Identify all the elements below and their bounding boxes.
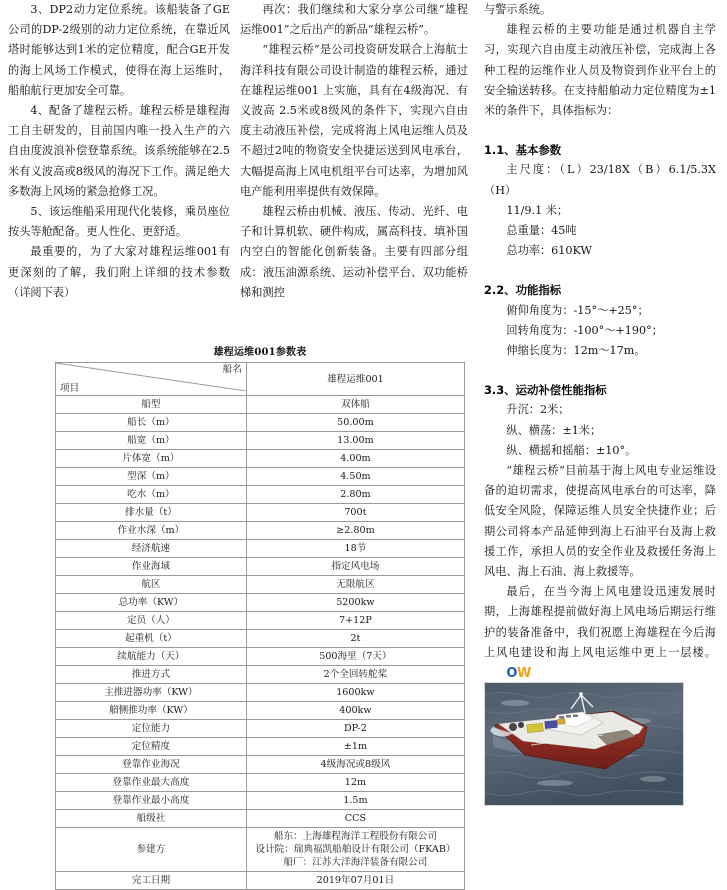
- section-line: 纵、横荡：±1米；: [506, 423, 602, 437]
- spacer: [484, 121, 716, 140]
- table-cell-value-multiline: [246, 828, 464, 872]
- table-cell-label: 吃水（m）: [56, 486, 247, 504]
- table-row: [56, 486, 465, 504]
- section-line: 总重量：45吨: [506, 224, 577, 238]
- table-title: 雄程运维001参数表: [213, 347, 307, 358]
- table-cell-label: 主推进器功率（KW）: [56, 684, 247, 702]
- paragraph: 3、DP2动力定位系统。该船装备了GE公司的DP-2级别的动力定位系统，在靠近风塔时能够达到1米的定位精度，配合GE开发的海上风场工作模式，使得在海上运维时，船舶航行更加安全可靠。: [8, 3, 230, 97]
- paragraph: 最重要的，为了大家对雄程运维001有更深刻的了解，我们附上详细的技术参数（详阅下表）: [8, 245, 230, 299]
- ship-photo-illustration: [485, 683, 683, 805]
- table-cell-label: 艏侧推功率（KW）: [56, 702, 247, 720]
- table-cell-value: 2个全回转舵桨: [246, 666, 464, 684]
- table-row: [56, 432, 465, 450]
- table-cell-value: 700t: [246, 504, 464, 522]
- table-row: [56, 684, 465, 702]
- section-line: 总功率：610KW: [506, 244, 592, 258]
- paragraph: “雄程云桥”目前基于海上风电专业运维设备的迫切需求，使提高风电承台的可达率，降低安全风险，保障运维人员安全快捷作业；后期公司将本产品延伸到海上石油平台及海上救援工作，承担人员的安全作业及救援任务海上风电、海上石油、海上救援等。: [484, 464, 716, 579]
- section-line: 升沉：2米；: [506, 403, 570, 417]
- table-cell-value: 2.80m: [246, 486, 464, 504]
- table-cell-value: 7+12P: [246, 612, 464, 630]
- section-heading-function-metrics: 2.2、功能指标: [484, 283, 562, 298]
- table-cell-label: 船宽（m）: [56, 432, 247, 450]
- table-cell-label: 船级社: [56, 810, 247, 828]
- spacer: [484, 361, 716, 380]
- table-cell-value: 双体船: [246, 396, 464, 414]
- table-cell-value: 500海里（7天）: [246, 648, 464, 666]
- table-cell-value: DP-2: [246, 720, 464, 738]
- table-row: [56, 468, 465, 486]
- section-line: 伸缩长度为：12m～17m。: [506, 344, 646, 358]
- svg-text:雄程运维001: 雄程运维001: [564, 739, 589, 747]
- table-cell-value: CCS: [246, 810, 464, 828]
- table-row: [56, 414, 465, 432]
- text-column-right: [484, 0, 716, 684]
- table-row: [56, 558, 465, 576]
- table-row: [56, 450, 465, 468]
- builder-line: 船厂：江苏大洋海洋装备有限公司: [283, 857, 428, 868]
- table-body: [56, 363, 465, 890]
- table-cell-label: 定位能力: [56, 720, 247, 738]
- table-cell-label: 作业海域: [56, 558, 247, 576]
- table-row: [56, 756, 465, 774]
- ow-logo-o: O: [506, 666, 517, 682]
- table-cell-label: 片体宽（m）: [56, 450, 247, 468]
- table-row-builders: [56, 828, 465, 872]
- table-cell-label: 定位精度: [56, 738, 247, 756]
- table-row: [56, 612, 465, 630]
- ow-logo-w: W: [516, 666, 531, 682]
- paragraph: 雄程云桥的主要功能是通过机器自主学习，实现六自由度主动液压补偿，完成海上各种工程的运维作业人员及物资到作业平台上的安全输送转移。在支持船舶动力定位精度为±1 米的条件下，具体指标为：: [484, 23, 716, 118]
- paragraph-with-logo: [484, 582, 716, 684]
- table-cell-label: 起重机（t）: [56, 630, 247, 648]
- table-cell-value: 2t: [246, 630, 464, 648]
- table-row: [56, 792, 465, 810]
- text-column-middle: [240, 0, 468, 303]
- table-row: [56, 396, 465, 414]
- diagonal-divider-icon: [56, 363, 246, 391]
- table-row: [56, 630, 465, 648]
- table-cell-label: 参建方: [56, 828, 247, 872]
- section-line: 俯仰角度为：-15°～+25°；: [506, 303, 649, 317]
- section-heading-motion-compensation: 3.3、运动补偿性能指标: [484, 383, 607, 398]
- table-cell-value: ±1m: [246, 738, 464, 756]
- table-cell-value: 50.00m: [246, 414, 464, 432]
- table-cell-label: 登靠作业最大高度: [56, 774, 247, 792]
- table-cell-label: 排水量（t）: [56, 504, 247, 522]
- table-cell-label: 作业水深（m）: [56, 522, 247, 540]
- paragraph: “雄程云桥”是公司投资研发联合上海航士海洋科技有限公司设计制造的雄程云桥，通过在雄程运维001 上实施，具有在4级海况、有义波高 2.5米或8级风的条件下，实现六自由度主动液压补偿，完成将海上风电运维人员及不超过2吨的物资安全快捷运送到风电承台，大幅提高海上风电机组平台可达率，为增加风电产能利用率提供有效保障。: [240, 43, 468, 198]
- corner-label-ship-name: 船名: [222, 364, 242, 375]
- table-cell-value: 4级海况或8级风: [246, 756, 464, 774]
- table-row: [56, 702, 465, 720]
- table-row: [56, 738, 465, 756]
- table-cell-value: 400kw: [246, 702, 464, 720]
- table-cell-label: 总功率（KW）: [56, 594, 247, 612]
- paragraph: 再次：我们继续和大家分享公司继“雄程运维001”之后出产的新品“雄程云桥”。: [240, 3, 468, 37]
- table-cell-label: 推进方式: [56, 666, 247, 684]
- table-row-completion: [56, 872, 465, 890]
- table-row: [56, 666, 465, 684]
- builder-line: 设计院：瑞典福凯船舶设计有限公司（FKAB）: [255, 844, 456, 855]
- table-cell-label: 型深（m）: [56, 468, 247, 486]
- table-cell-label: 航区: [56, 576, 247, 594]
- table-cell-value: 指定风电场: [246, 558, 464, 576]
- paragraph-continuation: 与警示系统。: [484, 3, 552, 16]
- table-cell-value: 18节: [246, 540, 464, 558]
- table-cell-value: 无限航区: [246, 576, 464, 594]
- paragraph: 4、配备了雄程云桥。雄程云桥是雄程海工自主研发的，目前国内唯一投入生产的六自由度波浪补偿登靠系统。该系统能够在2.5米有义波高或8级风的海况下工作。满足绝大多数海上风场的紧急抢修工况。: [8, 104, 230, 198]
- paragraph: 雄程云桥由机械、液压、传动、光纤、电子和计算机软、硬件构成，属高科技、填补国内空白的智能化创新装备。主要有四部分组成：液压油源系统、运动补偿平台、双功能桥梯和测控: [240, 205, 468, 299]
- table-cell-label: 经济航速: [56, 540, 247, 558]
- table-header-row: [56, 363, 465, 396]
- table-cell-value: 12m: [246, 774, 464, 792]
- section-line: 主尺度：（L）23/18X（B）6.1/5.3X（H）: [484, 163, 716, 197]
- table-cell-value: 1.5m: [246, 792, 464, 810]
- table-row: [56, 720, 465, 738]
- table-cell-label: 定员（人）: [56, 612, 247, 630]
- table-cell-label: 船型: [56, 396, 247, 414]
- section-line: 纵、横摇和摇艏：±10°。: [506, 443, 637, 457]
- text-column-left: [8, 0, 230, 303]
- section-heading-basic-parameters: 1.1、基本参数: [484, 143, 562, 158]
- table-cell-value: 5200kw: [246, 594, 464, 612]
- table-cell-value: 4.50m: [246, 468, 464, 486]
- table-row: [56, 504, 465, 522]
- table-cell-label: 登靠作业海况: [56, 756, 247, 774]
- table-cell-label: 船长（m）: [56, 414, 247, 432]
- spacer: [484, 261, 716, 280]
- section-line: 11/9.1 米；: [506, 203, 569, 217]
- table-row: [56, 648, 465, 666]
- table-row: [56, 576, 465, 594]
- table-header-value: 雄程运维001: [246, 363, 464, 396]
- table-row: [56, 774, 465, 792]
- table-row: [56, 522, 465, 540]
- table-cell-value: 4.00m: [246, 450, 464, 468]
- table-cell-value: 2019年07月01日: [246, 872, 464, 890]
- parameters-table: [55, 362, 465, 890]
- corner-label-item: 项目: [60, 383, 80, 394]
- table-cell-label: 续航能力（天）: [56, 648, 247, 666]
- table-row: [56, 540, 465, 558]
- table-cell-value: 13.00m: [246, 432, 464, 450]
- table-cell-label: 登靠作业最小高度: [56, 792, 247, 810]
- paragraph: 5、该运维船采用现代化装修，乘员座位按头等舱配备。更人性化、更舒适。: [8, 205, 230, 239]
- parameters-table-block: [55, 343, 465, 890]
- table-cell-value: 1600kw: [246, 684, 464, 702]
- section-line: 回转角度为：-100°～+190°；: [506, 323, 663, 337]
- builder-line: 船东：上海雄程海洋工程股份有限公司: [273, 831, 437, 842]
- table-corner-cell: [56, 363, 247, 396]
- ship-photo: [484, 682, 684, 806]
- table-cell-value: ≥2.80m: [246, 522, 464, 540]
- table-cell-label: 完工日期: [56, 872, 247, 890]
- paragraph-text: 最后，在当今海上风电建设迅速发展时期，上海雄程提前做好海上风电场后期运行维护的装备准备中，我们祝愿上海雄程在今后海上风电建设和海上风电运维中更上一层楼。: [484, 585, 716, 659]
- table-row: [56, 594, 465, 612]
